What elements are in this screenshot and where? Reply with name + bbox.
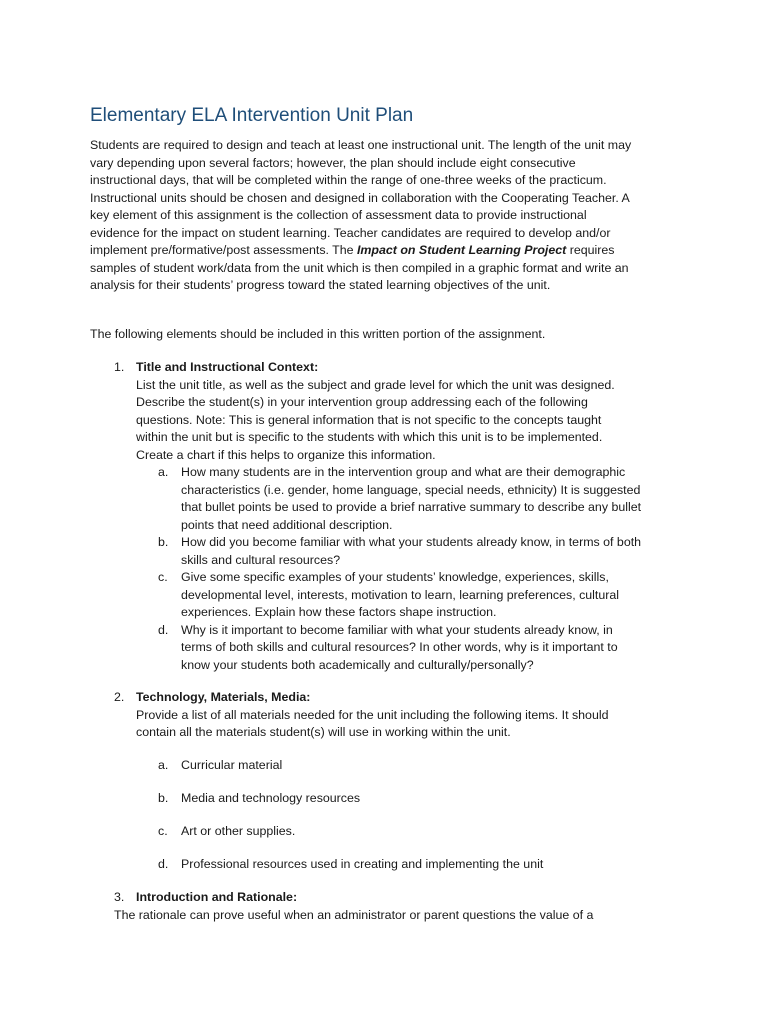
- list-item-line: How many students are in the intervention group and what are their demographic: [181, 465, 626, 479]
- item-letter: b.: [158, 791, 169, 805]
- intro-line: analysis for their students’ progress toward the stated learning objectives of the unit.: [90, 278, 551, 292]
- list-item-line: Art or other supplies.: [181, 824, 296, 838]
- intro-line: vary depending upon several factors; however, the plan should include eight consecutive: [90, 155, 576, 170]
- section-heading: Technology, Materials, Media:: [136, 690, 311, 704]
- section-body-line: The rationale can prove useful when an administrator or parent questions the value of a: [114, 907, 594, 922]
- intro-line: Students are required to design and teach at least one instructional unit. The length of the unit may: [90, 138, 632, 152]
- item-letter: d.: [158, 622, 169, 637]
- section-number: 1.: [114, 360, 125, 374]
- list-item-line: terms of both skills and cultural resources? In other words, why is it important to: [181, 640, 618, 654]
- intro-line: evidence for the impact on student learning. Teacher candidates are required to develop and/or: [90, 225, 611, 240]
- section-body-line: List the unit title, as well as the subject and grade level for which the unit was designed.: [136, 377, 615, 392]
- elements-intro: The following elements should be included in this written portion of the assignment.: [90, 327, 546, 341]
- section-heading: Introduction and Rationale:: [136, 890, 298, 904]
- list-item-line: experiences. Explain how these factors shape instruction.: [181, 605, 497, 619]
- section-body-line: questions. Note: This is general information that is not specific to the concepts taught: [136, 412, 602, 427]
- section-heading: Title and Instructional Context:: [136, 360, 319, 374]
- list-item-line: Media and technology resources: [181, 791, 361, 805]
- list-item-line: know your students both academically and culturally/personally?: [181, 657, 534, 672]
- section-number: 3.: [114, 890, 125, 904]
- section-body-line: Create a chart if this helps to organize this information.: [136, 447, 436, 462]
- item-letter: d.: [158, 857, 169, 871]
- intro-line: [90, 242, 614, 259]
- item-letter: a.: [158, 758, 169, 772]
- list-item-line: Give some specific examples of your students’ knowledge, experiences, skills,: [181, 570, 609, 584]
- section-number: 2.: [114, 690, 125, 704]
- project-name-emphasis: Impact on Student Learning Project: [356, 243, 567, 257]
- list-item-line: skills and cultural resources?: [181, 552, 341, 567]
- list-item-line: Professional resources used in creating and implementing the unit: [181, 857, 544, 871]
- item-letter: a.: [158, 465, 169, 479]
- item-letter: b.: [158, 535, 169, 549]
- list-item-line: points that need additional description.: [181, 517, 393, 532]
- section-body-line: Describe the student(s) in your intervention group addressing each of the following: [136, 395, 588, 409]
- intro-line: samples of student work/data from the unit which is then compiled in a graphic format and write an: [90, 260, 629, 275]
- list-item-line: Curricular material: [181, 758, 283, 772]
- item-letter: c.: [158, 570, 168, 584]
- intro-line: Instructional units should be chosen and designed in collaboration with the Cooperating Teacher. A: [90, 190, 630, 205]
- list-item-line: Why is it important to become familiar with what your students already know, in: [181, 622, 613, 637]
- intro-line: instructional days, that will be completed within the range of one-three weeks of the practicum.: [90, 173, 607, 187]
- list-item-line: characteristics (i.e. gender, home language, special needs, ethnicity) It is suggested: [181, 482, 641, 497]
- section-body-line: contain all the materials student(s) will use in working within the unit.: [136, 725, 511, 739]
- intro-text: requires: [566, 243, 615, 257]
- section-body-line: within the unit but is specific to the students with which this unit is to be implemented.: [136, 430, 603, 444]
- list-item-line: How did you become familiar with what your students already know, in terms of both: [181, 535, 642, 549]
- item-letter: c.: [158, 824, 168, 838]
- list-item-line: that bullet points be used to provide a brief narrative summary to describe any bullet: [181, 500, 642, 514]
- intro-line: key element of this assignment is the collection of assessment data to provide instructional: [90, 208, 587, 222]
- intro-text: implement pre/formative/post assessments. The: [90, 243, 357, 257]
- document-title: Elementary ELA Intervention Unit Plan: [90, 105, 414, 126]
- list-item-line: developmental level, interests, motivation to learn, learning preferences, cultural: [181, 587, 620, 602]
- section-body-line: Provide a list of all materials needed for the unit including the following items. It should: [136, 707, 609, 722]
